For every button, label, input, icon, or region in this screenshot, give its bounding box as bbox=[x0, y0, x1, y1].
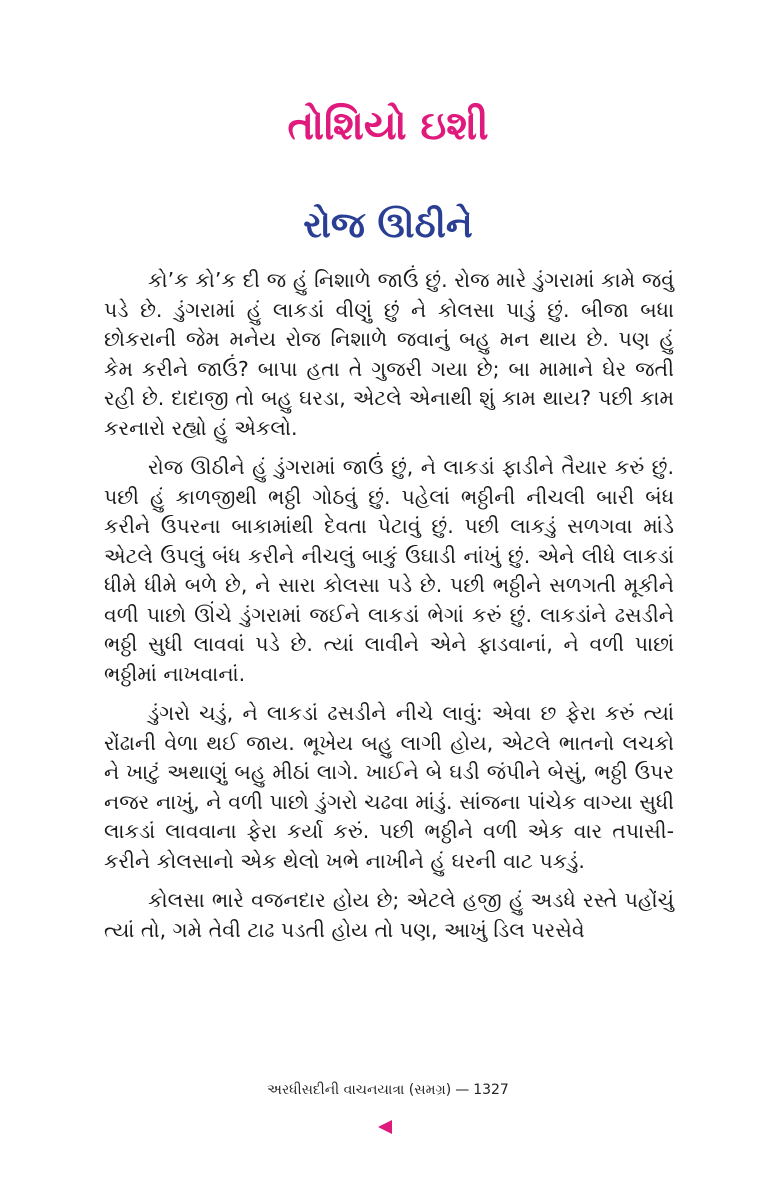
paragraph-2: રોજ ઊઠીને હું ડુંગરામાં જાઉં છું, ને લાકડાં ફાડીને તૈયાર કરું છું. પછી હું કાળજીથી ભઠ્ઠી ગોઠવું છું. પહેલાં ભઠ્ઠીની નીચલી બારી બંધ કરીને ઉપરના બાકામાંથી દેવતા પેટાવું છું. પછી લાકડું સળગવા માંડે એટલે ઉપલું બંધ કરીને નીચલું બાકું ઉઘાડી નાંખું છું. એને લીધે લાકડાં ધીમે ધીમે બળે છે, ને સારા કોલસા પડે છે. પછી ભઠ્ઠીને સળગતી મૂકીને વળી પાછો ઊંચે ડુંગરામાં જઈને લાકડાં ભેગાં કરું છું. લાકડાંને ઢસડીને ભઠ્ઠી સુધી લાવવાં પડે છે. ત્યાં લાવીને એને ફાડવાનાં, ને વળી પાછાં ભઠ્ઠીમાં નાખવાનાં. bbox=[104, 455, 674, 686]
page-footer bbox=[0, 1080, 776, 1100]
page-number: 1327 bbox=[473, 1082, 509, 1098]
paragraph-3: ડુંગરો ચડું, ને લાકડાં ઢસડીને નીચે લાવું: એવા છ ફેરા કરું ત્યાં રોંઢાની વેળા થઈ જાય. ભૂખેય બહુ લાગી હોય, એટલે ભાતનો લચકો ને ખાટું અથાણું બહુ મીઠાં લાગે. ખાઈને બે ઘડી જંપીને બેસું, ભઠ્ઠી ઉપર નજર નાખું, ને વળી પાછો ડુંગરો ચઢવા માંડું. સાંજના પાંચેક વાગ્યા સુધી લાકડાં લાવવાના ફેરા કર્યા કરું. પછી ભઠ્ઠીને વળી એક વાર તપાસી-કરીને કોલસાનો એક થેલો ખભે નાખીને હું ઘરની વાટ પકડું. bbox=[104, 701, 674, 873]
chapter-title: રોજ ઊઠીને bbox=[303, 205, 473, 246]
previous-page-arrow-icon[interactable] bbox=[378, 1120, 392, 1134]
paragraph-1: કો’ક કો’ક દી જ હું નિશાળે જાઉં છું. રોજ મારે ડુંગરામાં કામે જવું પડે છે. ડુંગરામાં હું લાકડાં વીણું છું ને કોલસા પાડું છું. બીજા બધા છોકરાની જેમ મનેય રોજ નિશાળે જવાનું બહુ મન થાય છે. પણ હું કેમ કરીને જાઉં? બાપા હતા તે ગુજરી ગયા છે; બા મામાને ઘેર જતી રહી છે. દાદાજી તો બહુ ઘરડા, એટલે એનાથી શું કામ થાય? પછી કામ કરનારો રહ્યો હું એકલો. bbox=[104, 268, 674, 440]
footer-book-title: અરધીસદીની વાચનયાત્રા (સમગ્ર) bbox=[267, 1082, 452, 1098]
body-text bbox=[104, 266, 674, 955]
paragraph-4: કોલસા ભારે વજનદાર હોય છે; એટલે હજી હું અડધે રસ્તે પહોંચું ત્યાં તો, ગમે તેવી ટાઢ પડતી હોય તો પણ, આખું ડિલ પરસેવે bbox=[104, 888, 674, 942]
page-title: તોશિયો ઇશી bbox=[287, 103, 489, 149]
footer-separator: — bbox=[455, 1082, 470, 1098]
